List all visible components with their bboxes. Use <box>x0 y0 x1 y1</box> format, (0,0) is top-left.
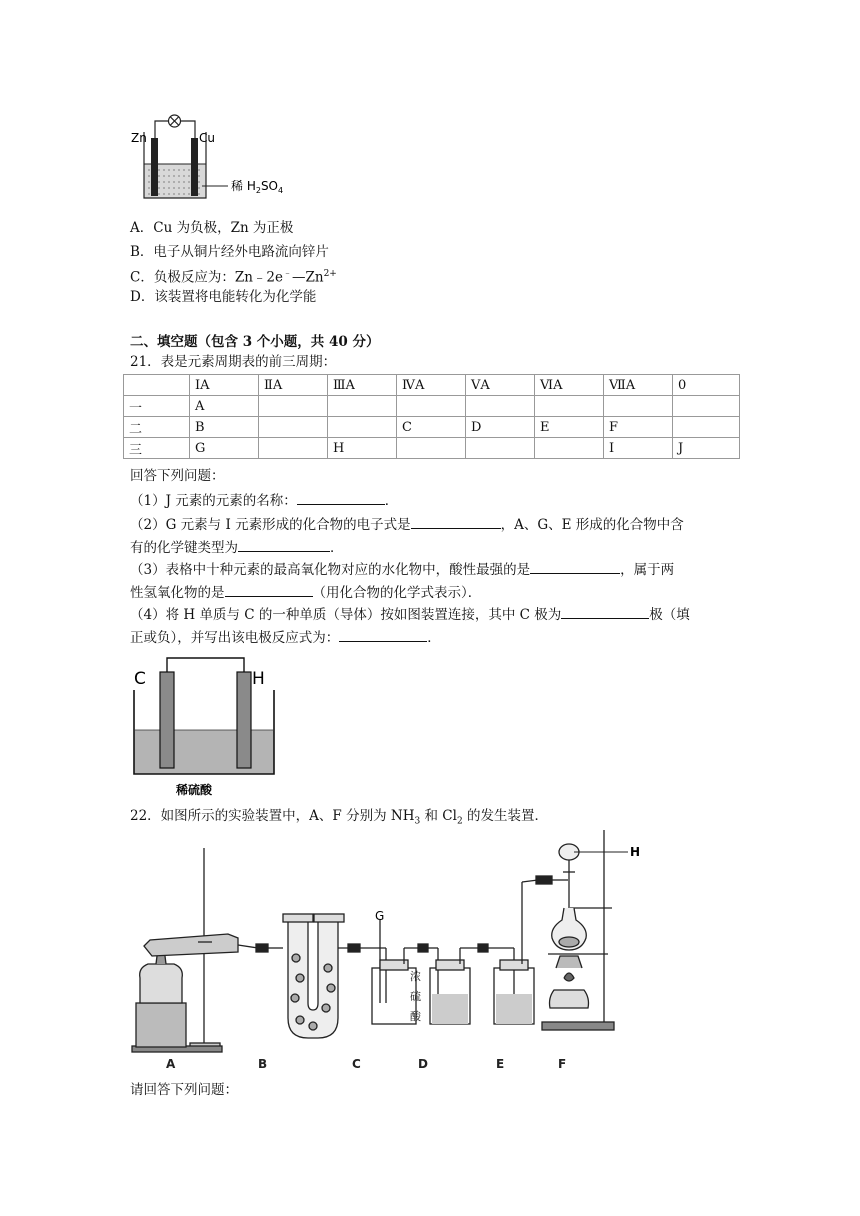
label-b: B <box>258 1057 268 1071</box>
option-c-mid: —Zn <box>292 269 324 286</box>
table-row <box>124 417 740 438</box>
table-cell <box>673 396 740 417</box>
option-a: A．Cu 为负极，Zn 为正极 <box>130 220 294 236</box>
periodic-table <box>123 374 740 459</box>
answer-blank[interactable] <box>339 627 427 642</box>
label-h: H <box>252 669 265 689</box>
table-cell <box>259 396 328 417</box>
table-cell <box>535 396 604 417</box>
zn-electrode <box>151 138 158 196</box>
d-label-char: 硫 <box>410 990 421 1003</box>
table-cell <box>259 438 328 459</box>
answer-blank[interactable] <box>238 537 330 552</box>
q22-stem-mid: 和 Cl <box>420 808 457 824</box>
table-cell: 一 <box>124 396 190 417</box>
d-label-char: 浓 <box>410 970 421 983</box>
table-cell: I <box>604 438 673 459</box>
q22-stem-end: 的发生装置． <box>462 808 548 824</box>
table-cell <box>673 417 740 438</box>
table-cell <box>397 396 466 417</box>
table-cell: H <box>328 438 397 459</box>
option-c-sup2: 2+ <box>323 269 337 279</box>
q21-part4b-text: 正或负），并写出该电极反应式为： <box>130 630 340 646</box>
section-title: 二、填空题（包含 3 个小题，共 40 分） <box>130 334 380 350</box>
apparatus-d <box>428 944 488 1024</box>
cu-electrode <box>191 138 198 196</box>
q21-part4 <box>130 604 690 625</box>
q21-part3b <box>130 582 481 603</box>
table-cell: 二 <box>124 417 190 438</box>
label-c: C <box>352 1057 361 1071</box>
answer-blank[interactable] <box>297 490 385 505</box>
table-cell: F <box>604 417 673 438</box>
q21-part2b-text: 有的化学键类型为 <box>130 540 238 556</box>
apparatus-e <box>488 876 552 1024</box>
h-electrode <box>237 672 251 768</box>
answer-blank[interactable] <box>225 582 313 597</box>
q21-part2b <box>130 537 344 558</box>
q21-part2 <box>130 514 684 535</box>
table-cell <box>328 396 397 417</box>
label-acid: 稀 $H_2SO_4$ <box>231 179 284 195</box>
electrode-figure <box>128 652 298 802</box>
answer-blank[interactable] <box>411 514 501 529</box>
label-f: F <box>558 1057 567 1071</box>
apparatus-b <box>268 914 360 1038</box>
option-c-sup1: ﹣ <box>282 269 292 279</box>
table-cell: 三 <box>124 438 190 459</box>
label-cu: Cu <box>199 131 215 145</box>
table-row <box>124 438 740 459</box>
option-c-text: C．负极反应为：Zn﹣2e <box>130 269 283 286</box>
apparatus-a <box>132 848 268 1052</box>
apparatus-f <box>542 830 614 1030</box>
label-a: A <box>166 1057 176 1071</box>
q21-part2-end: ，A、G、E 形成的化合物中含 <box>500 517 684 533</box>
option-b: B．电子从铜片经外电路流向锌片 <box>130 244 329 260</box>
table-cell: ⅥA <box>535 375 604 396</box>
label-d: D <box>418 1057 428 1071</box>
table-cell <box>466 396 535 417</box>
table-cell: ⅤA <box>466 375 535 396</box>
option-c <box>130 264 337 288</box>
cell-wire <box>155 115 195 140</box>
q22-sub1: 3 <box>414 816 421 827</box>
apparatus-figure <box>128 828 648 1078</box>
q21-part3-end: ，属于两 <box>620 562 675 578</box>
table-header-row <box>124 375 740 396</box>
table-cell: B <box>190 417 259 438</box>
table-cell: D <box>466 417 535 438</box>
table-cell: 0 <box>673 375 740 396</box>
q21-part3b-end: （用化合物的化学式表示）． <box>312 585 482 601</box>
answer-prompt: 回答下列问题： <box>130 468 225 484</box>
c-electrode <box>160 672 174 768</box>
label-h: H <box>630 845 641 859</box>
q21-part4-text: （4）将 H 单质与 C 的一种单质（导体）按如图装置连接，其中 C 极为 <box>130 607 562 623</box>
table-cell: J <box>673 438 740 459</box>
label-g: G <box>375 909 385 923</box>
q21-part1 <box>130 490 398 511</box>
table-cell: ⅣA <box>397 375 466 396</box>
answer-blank[interactable] <box>561 604 649 619</box>
table-cell: ⅡA <box>259 375 328 396</box>
q21-stem: 21．表是元素周期表的前三周期： <box>130 354 337 370</box>
table-cell <box>124 375 190 396</box>
table-cell <box>466 438 535 459</box>
label-e: E <box>496 1057 505 1071</box>
table-cell: G <box>190 438 259 459</box>
table-cell: C <box>397 417 466 438</box>
table-cell <box>604 396 673 417</box>
q21-part4-end: 极（填 <box>649 607 690 623</box>
q21-part2-text: （2）G 元素与 I 元素形成的化合物的电子式是 <box>130 517 411 533</box>
answer-blank[interactable] <box>530 559 620 574</box>
acid-liquid <box>134 730 274 774</box>
table-cell: ⅢA <box>328 375 397 396</box>
q21-part3b-text: 性氢氧化物的是 <box>130 585 225 601</box>
q21-part4b-end: ． <box>427 630 441 646</box>
table-cell <box>259 417 328 438</box>
q21-part1-end: ． <box>384 493 399 509</box>
q21-part3 <box>130 559 674 580</box>
q22-after: 请回答下列问题： <box>130 1082 238 1098</box>
q22-sub2: 2 <box>456 816 463 827</box>
d-label-char: 酸 <box>410 1010 421 1023</box>
label-zn: Zn <box>131 131 147 145</box>
table-cell: E <box>535 417 604 438</box>
label-c: C <box>134 669 146 689</box>
table-cell <box>535 438 604 459</box>
option-d: D．该装置将电能转化为化学能 <box>130 289 317 305</box>
table-cell <box>328 417 397 438</box>
table-cell: ⅦA <box>604 375 673 396</box>
q21-part1-text: （1）J 元素的元素的名称： <box>130 493 297 509</box>
q21-part3-text: （3）表格中十种元素的最高氧化物对应的水化物中，酸性最强的是 <box>130 562 531 578</box>
q21-part4b <box>130 627 441 648</box>
table-cell: A <box>190 396 259 417</box>
connecting-wire <box>167 658 244 678</box>
table-cell <box>397 438 466 459</box>
q22-stem-text: 22．如图所示的实验装置中，A、F 分别为 NH <box>130 808 415 824</box>
table-row <box>124 396 740 417</box>
galvanic-cell-figure <box>128 112 288 202</box>
table-cell: ⅠA <box>190 375 259 396</box>
q21-part2b-end: ． <box>330 540 344 556</box>
figure-caption: 稀硫酸 <box>176 783 213 797</box>
